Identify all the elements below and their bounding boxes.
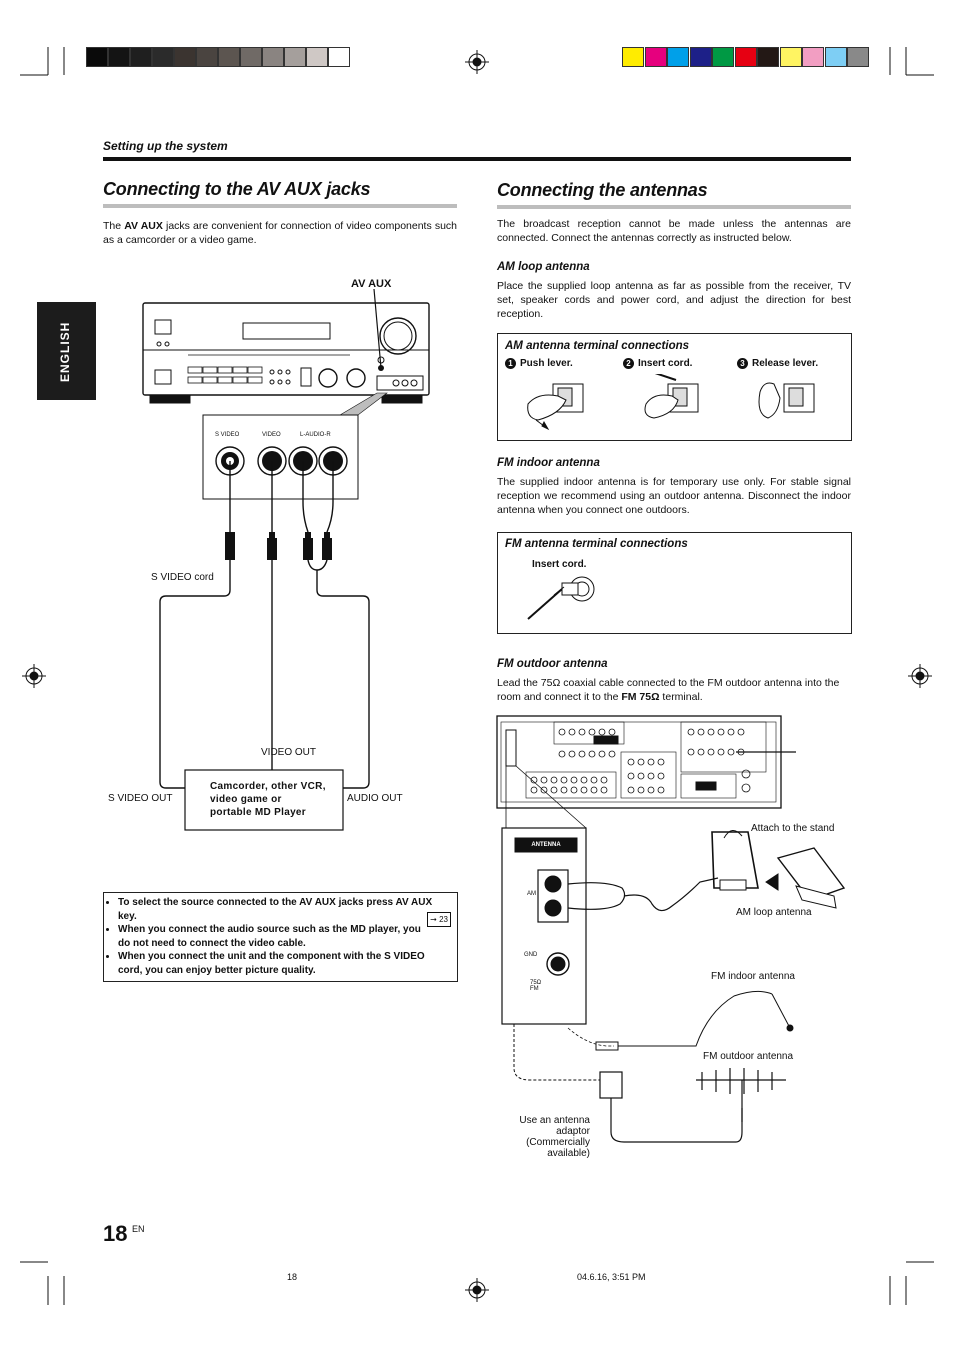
color-swatch <box>735 47 757 67</box>
note-item: • To select the source connected to the AV AUX jacks press AV AUX key. ➞ 23 <box>118 896 451 923</box>
gray-swatch <box>218 47 240 67</box>
am-loop-text: Place the supplied loop antenna as far as possible from the receiver, TV set, speaker cords and power cord, and adjust the direction for best reception. <box>497 280 851 320</box>
page-number-suffix: EN <box>131 1224 145 1234</box>
jack-label-s-video: S VIDEO <box>215 432 240 438</box>
registration-mark-bottom <box>465 1278 489 1302</box>
s-video-cord-label: S VIDEO cord <box>151 572 214 583</box>
gnd-terminal-label: GND <box>524 952 538 958</box>
antenna-panel-label: ANTENNA <box>531 842 561 848</box>
fm-terminal-heading: FM antenna terminal connections <box>505 538 688 550</box>
fm-indoor-text: The supplied indoor antenna is for temporary use only. For stable signal reception we recommend using an outdoor antenna. Disconnect the indoor antenna when you connect one outdoors. <box>497 476 851 516</box>
color-swatch <box>847 47 869 67</box>
antennas-title: Connecting the antennas <box>497 180 708 200</box>
am-loop-heading: AM loop antenna <box>497 261 590 273</box>
av-aux-title: Connecting to the AV AUX jacks <box>103 179 371 199</box>
fm-outdoor-text: Lead the 75Ω coaxial cable connected to the FM outdoor antenna into the room and connect it to the FM 75Ω terminal. <box>497 677 840 703</box>
gray-swatch <box>262 47 284 67</box>
footer-timestamp: 04.6.16, 3:51 PM <box>577 1272 646 1282</box>
note-reference: ➞ 23 <box>427 912 451 928</box>
antenna-diagram <box>496 712 856 1162</box>
section-label: Setting up the system <box>103 139 228 153</box>
am-step-3: 3 Release lever. <box>737 358 818 369</box>
am-step-2: 2 Insert cord. <box>623 358 692 369</box>
gray-swatch <box>174 47 196 67</box>
device-box-label: Camcorder, other VCR, video game or portable MD Player <box>210 781 326 818</box>
antenna-adaptor-label: Use an antenna adaptor (Commercially available) <box>519 1115 590 1159</box>
header-rule <box>103 157 851 161</box>
fm-outdoor-heading: FM outdoor antenna <box>497 658 608 670</box>
av-aux-title-bar <box>103 204 457 208</box>
color-swatch <box>622 47 644 67</box>
s-video-out-label: S VIDEO OUT <box>108 793 173 804</box>
gray-swatch <box>152 47 174 67</box>
fm-terminal-box <box>497 532 852 634</box>
jack-label-audio: L-AUDIO-R <box>300 432 331 438</box>
color-swatch <box>645 47 667 67</box>
page-number <box>103 1221 144 1247</box>
am-terminal-illustrations <box>498 374 851 438</box>
step-number: 2 <box>623 358 634 369</box>
page-number-value: 18 <box>103 1221 128 1246</box>
fm-outdoor-antenna-label: FM outdoor antenna <box>703 1051 794 1062</box>
attach-stand-label: Attach to the stand <box>751 823 835 834</box>
fm-terminal-illustration <box>498 573 851 631</box>
gray-swatch <box>306 47 328 67</box>
notes-box <box>103 892 458 982</box>
gray-swatch <box>328 47 350 67</box>
am-terminal-box <box>497 333 852 441</box>
english-tab-label: ENGLISH <box>58 321 72 382</box>
plugs <box>225 532 332 560</box>
english-tab <box>37 302 96 400</box>
step-number: 1 <box>505 358 516 369</box>
video-out-label: VIDEO OUT <box>261 747 317 758</box>
gray-swatch <box>196 47 218 67</box>
fm-insert-label: Insert cord. <box>532 559 587 570</box>
gray-swatch <box>240 47 262 67</box>
fm-terminal-label: 75Ω FM <box>530 980 542 992</box>
antennas-title-bar <box>497 205 851 209</box>
step-number: 3 <box>737 358 748 369</box>
footer-page: 18 <box>287 1272 298 1282</box>
av-aux-intro: The AV AUX jacks are convenient for connection of video components such as a camcorder or a video game. <box>103 220 458 246</box>
color-swatch <box>780 47 802 67</box>
note-item: • When you connect the audio source such as the MD player, you do not need to connect the video cable. <box>118 923 451 950</box>
color-swatch <box>825 47 847 67</box>
fm-indoor-heading: FM indoor antenna <box>497 457 600 469</box>
registration-mark-top <box>465 50 489 74</box>
am-terminal-heading: AM antenna terminal connections <box>505 340 690 352</box>
color-swatch <box>667 47 689 67</box>
gray-swatch <box>130 47 152 67</box>
am-terminal-label: AM <box>527 891 536 897</box>
color-swatch <box>690 47 712 67</box>
am-loop-antenna-label: AM loop antenna <box>736 907 812 918</box>
gray-swatch <box>284 47 306 67</box>
fm-indoor-antenna-label: FM indoor antenna <box>711 971 795 982</box>
registration-mark-left <box>22 664 46 688</box>
am-step-1: 1 Push lever. <box>505 358 573 369</box>
color-swatch <box>712 47 734 67</box>
audio-out-label: AUDIO OUT <box>347 793 403 804</box>
antennas-intro: The broadcast reception cannot be made unless the antennas are connected. Connect the antennas correctly as instructed below. <box>497 218 851 244</box>
gray-swatch <box>86 47 108 67</box>
jack-label-video: VIDEO <box>262 432 281 438</box>
gray-swatch <box>108 47 130 67</box>
note-item: • When you connect the unit and the component with the S VIDEO cord, you can enjoy better picture quality. <box>118 950 451 977</box>
receiver-front-panel <box>143 303 429 403</box>
color-swatch <box>802 47 824 67</box>
registration-mark-right <box>908 664 932 688</box>
notes-list <box>104 893 457 977</box>
av-aux-label: AV AUX <box>351 278 392 290</box>
color-swatch <box>757 47 779 67</box>
